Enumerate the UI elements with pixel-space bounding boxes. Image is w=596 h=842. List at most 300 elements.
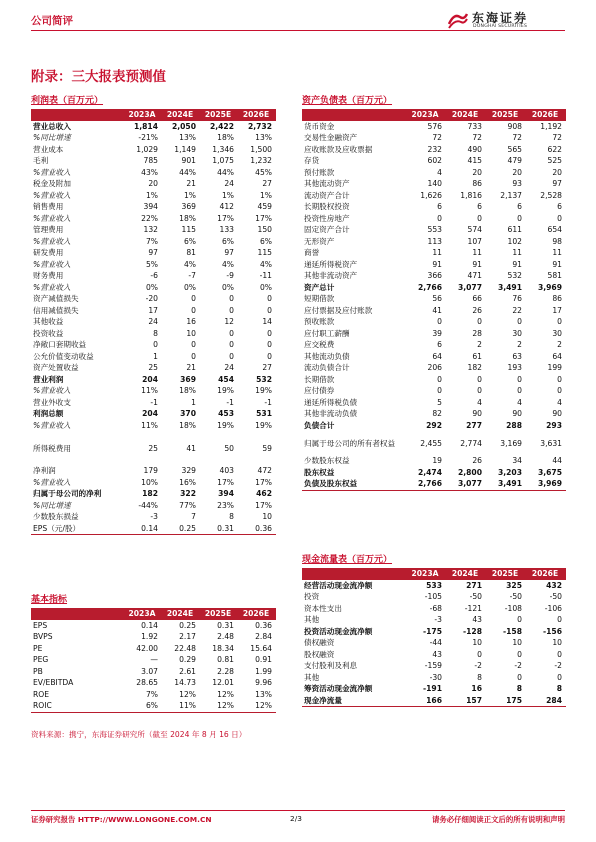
row-label: 债权融资 — [304, 638, 335, 647]
value-cell: 0 — [437, 213, 442, 223]
row-label: 应收账款及应收票据 — [304, 144, 373, 154]
value-cell: 0.31 — [200, 523, 238, 535]
value-cell: 0 — [267, 351, 272, 361]
value-cell: 0 — [191, 351, 196, 361]
value-cell: 115 — [181, 225, 196, 234]
value-cell: 12% — [179, 689, 196, 699]
value-cell: 1,192 — [540, 121, 562, 131]
balance-sheet-title: 资产负债表（百万元） — [302, 96, 393, 106]
value-cell: 17% — [255, 213, 272, 223]
value-cell: 0 — [477, 213, 482, 223]
value-cell: 490 — [467, 144, 482, 154]
row-label: 公允价值变动收益 — [33, 351, 94, 361]
value-cell: 2,528 — [540, 190, 562, 200]
row-label: 投资性房地产 — [304, 213, 350, 223]
value-cell: 432 — [546, 580, 562, 590]
value-cell: -6 — [150, 271, 158, 280]
table-row — [302, 626, 566, 638]
value-cell: 12.01 — [212, 678, 234, 687]
row-label: EV/EBITDA — [33, 678, 74, 687]
table-row — [302, 132, 566, 144]
value-cell: 2,137 — [500, 190, 522, 200]
data-source-note: 资料来源：携宁，东海证券研究所（截至 2024 年 8 月 16 日） — [31, 730, 247, 739]
table-row — [302, 328, 566, 340]
value-cell: 565 — [507, 144, 522, 154]
value-cell: 30 — [552, 328, 562, 338]
value-cell: 2,050 — [171, 121, 196, 131]
value-cell: 277 — [466, 420, 482, 430]
value-cell: 403 — [219, 466, 234, 475]
row-label: 其他收益 — [33, 317, 64, 326]
value-cell: 166 — [406, 695, 446, 707]
row-label: 递延所得税负债 — [304, 397, 358, 407]
value-cell: 20 — [472, 167, 482, 177]
value-cell: 113 — [427, 236, 442, 246]
value-cell: 0 — [517, 374, 522, 384]
value-cell: 18% — [217, 133, 234, 142]
value-cell: 0 — [517, 649, 522, 659]
value-cell: 0 — [517, 386, 522, 395]
value-cell: 206 — [427, 363, 442, 372]
value-cell: 0 — [557, 672, 562, 682]
value-cell: 370 — [180, 409, 196, 418]
value-cell: 11 — [512, 248, 522, 257]
value-cell: 19% — [217, 386, 234, 395]
value-cell: 1,029 — [136, 144, 158, 154]
row-label: 货币资金 — [304, 121, 335, 131]
value-cell: 14.73 — [174, 678, 196, 687]
value-cell: 17 — [552, 305, 562, 315]
value-cell: 10 — [512, 638, 522, 647]
value-cell: 97 — [552, 179, 562, 188]
value-cell: 0 — [557, 615, 562, 624]
value-cell: 43 — [472, 615, 482, 624]
value-cell: -44% — [138, 500, 158, 510]
value-cell: -106 — [544, 603, 562, 613]
row-label: PE — [33, 643, 43, 653]
value-cell: 1,626 — [420, 190, 442, 200]
value-cell: 2,774 — [460, 438, 482, 448]
value-cell: 12% — [217, 689, 234, 699]
value-cell: 24 — [224, 179, 234, 188]
value-cell: 1% — [145, 190, 158, 200]
value-cell: 44% — [179, 167, 196, 177]
value-cell: 24 — [148, 317, 158, 326]
value-cell: 43% — [141, 167, 158, 177]
table-row — [31, 465, 276, 477]
value-cell: 611 — [507, 225, 522, 234]
value-cell: 0 — [517, 615, 522, 624]
value-cell: 10 — [262, 512, 272, 521]
value-cell: 0% — [145, 282, 158, 292]
value-cell: -1 — [150, 397, 158, 407]
value-cell: 204 — [142, 409, 158, 418]
value-cell: 41 — [186, 443, 196, 453]
value-cell: 366 — [427, 271, 442, 280]
value-cell: -44 — [429, 638, 442, 647]
table-row — [31, 339, 276, 351]
value-cell: 12% — [200, 700, 238, 712]
table-row — [302, 637, 566, 649]
table-row — [31, 351, 276, 363]
value-cell: 1,075 — [212, 156, 234, 165]
table-row — [31, 362, 276, 374]
value-cell: 157 — [446, 695, 486, 707]
value-cell: 4% — [259, 259, 272, 269]
value-cell: 7% — [145, 236, 158, 246]
row-label: %同比增速 — [33, 500, 71, 510]
table-row — [302, 695, 566, 707]
row-label: 资本性支出 — [304, 603, 342, 613]
column-header: 2025E — [486, 109, 526, 121]
value-cell: 576 — [427, 121, 442, 131]
table-row — [31, 620, 276, 632]
value-cell: 20 — [552, 167, 562, 177]
value-cell: -105 — [424, 592, 442, 601]
row-label: 其他流动资产 — [304, 179, 350, 188]
row-label: PB — [33, 666, 43, 676]
value-cell: 56 — [432, 294, 442, 303]
table-row — [31, 523, 276, 535]
table-row — [31, 316, 276, 328]
table-row — [302, 455, 566, 467]
value-cell: 14 — [262, 317, 272, 326]
value-cell: 0 — [191, 305, 196, 315]
value-cell: 27 — [262, 179, 272, 188]
row-label: %营业收入 — [33, 236, 71, 246]
value-cell: 2.48 — [217, 632, 234, 641]
value-cell: 93 — [512, 179, 522, 188]
row-label: 股东权益 — [304, 467, 335, 477]
value-cell: 3,631 — [540, 438, 562, 448]
value-cell: 97 — [148, 248, 158, 257]
value-cell: 61 — [472, 351, 482, 361]
value-cell: 908 — [507, 121, 522, 131]
company-logo — [448, 9, 568, 31]
value-cell: 369 — [181, 202, 196, 211]
value-cell: -50 — [469, 592, 482, 601]
value-cell: 581 — [547, 271, 562, 280]
table-row — [31, 328, 276, 340]
value-cell: 22 — [512, 305, 522, 315]
income-statement-title: 利润表（百万元） — [31, 96, 104, 106]
value-cell: -7 — [188, 271, 196, 280]
value-cell: 1,500 — [250, 144, 272, 154]
column-header: 2023A — [406, 568, 446, 580]
value-cell: 82 — [432, 409, 442, 418]
value-cell: 17% — [217, 213, 234, 223]
row-label: %营业收入 — [33, 190, 71, 200]
value-cell: 28.65 — [136, 678, 158, 687]
table-row — [302, 121, 566, 133]
value-cell: 39 — [432, 328, 442, 338]
value-cell: 66 — [472, 294, 482, 303]
value-cell: 292 — [426, 420, 442, 430]
value-cell: 1 — [153, 351, 158, 361]
row-label: %同比增速 — [33, 133, 71, 142]
row-label: 营业成本 — [33, 144, 64, 154]
value-cell: 28 — [472, 328, 482, 338]
value-cell: 199 — [547, 363, 562, 372]
value-cell: 412 — [219, 202, 234, 211]
table-row — [31, 500, 276, 512]
value-cell: 19% — [255, 420, 272, 430]
row-label: 存货 — [304, 156, 320, 165]
column-header: 2023A — [406, 109, 446, 121]
value-cell: 0 — [517, 213, 522, 223]
table-row — [302, 580, 566, 592]
footer-divider — [31, 810, 565, 811]
value-cell: 77% — [179, 500, 196, 510]
value-cell: 17% — [255, 500, 272, 510]
table-row — [31, 121, 276, 133]
value-cell: 1% — [221, 190, 234, 200]
value-cell: 7% — [145, 689, 158, 699]
value-cell: 10 — [186, 328, 196, 338]
value-cell: 72 — [552, 133, 562, 142]
logo-text-en: DONGHAI SECURITIES — [473, 24, 528, 29]
value-cell: 325 — [506, 580, 522, 590]
value-cell: 91 — [512, 259, 522, 269]
value-cell: 64 — [552, 351, 562, 361]
value-cell: 19 — [432, 456, 442, 465]
value-cell: 132 — [143, 225, 158, 234]
value-cell: 16 — [186, 317, 196, 326]
value-cell: 11 — [432, 248, 442, 257]
row-label: 归属于母公司的所有者权益 — [304, 438, 396, 448]
value-cell: 4 — [477, 397, 482, 407]
row-label: 交易性金融资产 — [304, 133, 358, 142]
column-header: 2026E — [238, 608, 276, 620]
table-row — [31, 282, 276, 294]
value-cell: 81 — [186, 248, 196, 257]
table-row — [302, 201, 566, 213]
value-cell: 6% — [183, 236, 196, 246]
value-cell: 41 — [432, 305, 442, 315]
table-row — [31, 385, 276, 397]
column-header: 2023A — [124, 608, 162, 620]
value-cell: 76 — [512, 294, 522, 303]
value-cell: 6 — [437, 340, 442, 349]
value-cell: 20 — [148, 179, 158, 188]
value-cell: -21% — [138, 133, 158, 142]
row-label: 应付票据及应付账款 — [304, 305, 373, 315]
value-cell: 24 — [224, 363, 234, 372]
table-row — [31, 689, 276, 701]
value-cell: -2 — [514, 661, 522, 670]
income-statement-table — [31, 109, 276, 535]
value-cell: -121 — [464, 603, 482, 613]
value-cell: -3 — [150, 512, 158, 521]
value-cell: 19% — [255, 386, 272, 395]
value-cell: 329 — [181, 466, 196, 475]
table-row — [302, 167, 566, 179]
value-cell: 98 — [552, 236, 562, 246]
table-row — [302, 305, 566, 317]
value-cell: 288 — [506, 420, 522, 430]
row-label: 流动负债合计 — [304, 363, 350, 372]
table-row — [302, 224, 566, 236]
value-cell: 4% — [183, 259, 196, 269]
row-label: %营业收入 — [33, 477, 71, 487]
value-cell: 4 — [437, 167, 442, 177]
row-label: %营业收入 — [33, 167, 71, 177]
value-cell: 654 — [547, 225, 562, 234]
value-cell: 3.07 — [141, 666, 158, 676]
row-label: 研发费用 — [33, 248, 64, 257]
value-cell: 86 — [552, 294, 562, 303]
row-label: 预收账款 — [304, 317, 335, 326]
row-label: 其他 — [304, 672, 320, 682]
value-cell: 26 — [472, 456, 482, 465]
value-cell: 1 — [191, 397, 196, 407]
row-label: 营业外收支 — [33, 397, 71, 407]
value-cell: 0 — [517, 317, 522, 326]
value-cell: -9 — [226, 271, 234, 280]
value-cell: 1,816 — [460, 190, 482, 200]
value-cell: 115 — [257, 248, 272, 257]
value-cell: 12 — [224, 317, 234, 326]
value-cell: -68 — [429, 603, 442, 613]
value-cell: 72 — [472, 133, 482, 142]
cashflow-title: 现金流量表（百万元） — [302, 555, 393, 565]
row-label: 投资收益 — [33, 328, 64, 338]
value-cell: 454 — [218, 374, 234, 384]
row-label: 营业利润 — [33, 374, 64, 384]
value-cell: 25 — [148, 443, 158, 453]
value-cell: 6% — [259, 236, 272, 246]
table-row — [302, 672, 566, 684]
balance-sheet-table — [302, 109, 566, 491]
value-cell: 1,346 — [212, 144, 234, 154]
row-label: 信用减值损失 — [33, 305, 79, 315]
value-cell: 3,169 — [500, 438, 522, 448]
value-cell: 479 — [507, 156, 522, 165]
table-row — [31, 305, 276, 317]
value-cell: 0 — [557, 374, 562, 384]
value-cell: 12% — [238, 700, 276, 712]
table-row — [31, 654, 276, 666]
value-cell: 0 — [229, 328, 234, 338]
value-cell: 602 — [427, 156, 442, 165]
table-row — [31, 511, 276, 523]
value-cell: 0.14 — [141, 620, 158, 630]
value-cell: 0% — [259, 282, 272, 292]
value-cell: -20 — [145, 294, 158, 303]
value-cell: 107 — [467, 236, 482, 246]
table-header-row — [31, 109, 276, 121]
value-cell: 2.84 — [255, 632, 272, 641]
value-cell: 44% — [217, 167, 234, 177]
value-cell: 8 — [153, 328, 158, 338]
value-cell: 9.96 — [255, 678, 272, 687]
value-cell: 0 — [267, 328, 272, 338]
table-row — [31, 132, 276, 144]
value-cell: -191 — [422, 684, 442, 693]
table-row — [302, 431, 566, 455]
value-cell: 23% — [217, 500, 234, 510]
row-label: ROIC — [31, 700, 124, 712]
value-cell: 182 — [467, 363, 482, 372]
row-label: 负债及股东权益 — [302, 478, 406, 490]
table-row — [302, 316, 566, 328]
value-cell: 72 — [512, 133, 522, 142]
table-row — [302, 282, 566, 294]
value-cell: 1.92 — [141, 632, 158, 641]
value-cell: 1,814 — [133, 121, 158, 131]
row-label: 应交税费 — [304, 340, 335, 349]
value-cell: 2.28 — [217, 666, 234, 676]
table-row — [302, 259, 566, 271]
value-cell: 574 — [467, 225, 482, 234]
value-cell: -156 — [542, 626, 562, 636]
value-cell: 5% — [145, 259, 158, 269]
table-row — [302, 397, 566, 409]
row-label: 少数股东权益 — [304, 456, 350, 465]
row-label: 归属于母公司的净利 — [33, 489, 102, 498]
basic-indicators-title: 基本指标 — [31, 595, 68, 605]
value-cell: 2,766 — [417, 282, 442, 292]
value-cell: 8 — [477, 672, 482, 682]
value-cell: 4 — [557, 397, 562, 407]
value-cell: 3,491 — [497, 282, 522, 292]
row-label: 长期借款 — [304, 374, 335, 384]
table-row — [302, 270, 566, 282]
page-title: 附录：三大报表预测值 — [31, 69, 166, 85]
row-label: %营业收入 — [33, 282, 71, 292]
value-cell: 45% — [255, 167, 272, 177]
table-row — [31, 408, 276, 420]
value-cell: 4% — [221, 259, 234, 269]
table-row — [31, 397, 276, 409]
row-label: BVPS — [33, 632, 53, 641]
row-label: 其他非流动负债 — [304, 409, 358, 418]
value-cell: 0 — [229, 305, 234, 315]
value-cell: 102 — [507, 236, 522, 246]
value-cell: 0 — [477, 374, 482, 384]
table-row — [302, 362, 566, 374]
value-cell: 91 — [472, 259, 482, 269]
value-cell: 415 — [467, 156, 482, 165]
value-cell: 0 — [267, 340, 272, 349]
value-cell: 64 — [432, 351, 442, 361]
table-row — [31, 477, 276, 489]
row-label: 固定资产合计 — [304, 225, 350, 234]
value-cell: 50 — [224, 443, 234, 453]
value-cell: 6% — [124, 700, 162, 712]
row-label: 经营活动现金流净额 — [304, 580, 373, 590]
value-cell: 42.00 — [136, 643, 158, 653]
row-label: 少数股东损益 — [33, 512, 79, 521]
table-row — [31, 700, 276, 712]
value-cell: 322 — [180, 489, 196, 498]
column-header: 2024E — [446, 109, 486, 121]
value-cell: 7 — [191, 512, 196, 521]
cashflow-table — [302, 568, 566, 707]
table-row — [31, 666, 276, 678]
table-row — [31, 270, 276, 282]
value-cell: 0 — [557, 317, 562, 326]
row-label: 毛利 — [33, 156, 49, 165]
row-label: 商誉 — [304, 248, 320, 257]
table-row — [302, 155, 566, 167]
value-cell: 622 — [547, 144, 562, 154]
value-cell: 0.36 — [255, 620, 272, 630]
table-row — [302, 649, 566, 661]
table-row — [302, 236, 566, 248]
value-cell: 17% — [217, 477, 234, 487]
value-cell: 90 — [512, 409, 522, 418]
